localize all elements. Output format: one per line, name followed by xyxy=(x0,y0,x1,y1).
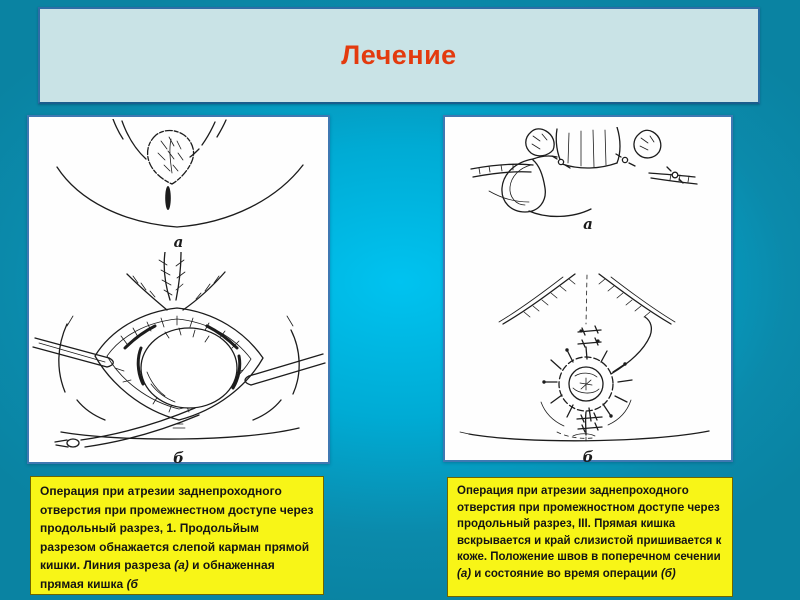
right-figure-panel xyxy=(443,115,733,466)
caption-right xyxy=(447,477,733,597)
slide-title-box xyxy=(38,7,760,104)
surgical-illustration-exposed-rectal-pouch xyxy=(29,252,326,450)
caption-left xyxy=(30,476,324,595)
slide-title: Лечение xyxy=(341,40,457,70)
caption-left-ref-b: (б xyxy=(126,576,138,591)
figure-label-right-a: а xyxy=(583,215,593,233)
caption-right-text-2: и состояние во время операции xyxy=(471,567,661,580)
caption-right-text-1: Операция при атрезии заднепроходного отверстия при промежностном доступе через продольный разрез, III. Прямая кишка вскрывается и край слизистой пришивается к коже. Положение швов в поперечном сечении xyxy=(457,485,722,564)
surgical-illustration-perineum-incision-line xyxy=(29,119,326,235)
figure-label-right-b: б xyxy=(582,448,594,466)
surgical-illustration-sutured-anus xyxy=(445,272,729,446)
caption-left-text-2: и обнаженная прямая кишка xyxy=(40,558,275,591)
caption-right-ref-a: (а) xyxy=(457,567,472,580)
figure-label-left-b: б xyxy=(173,449,184,467)
figure-label-left-a: а xyxy=(173,233,184,251)
caption-left-ref-a: (а) xyxy=(174,558,189,573)
caption-right-ref-b: (б) xyxy=(660,567,676,580)
surgical-illustration-cross-section-sutures xyxy=(445,127,729,219)
caption-left-text-1: Операция при атрезии заднепроходного отверстия при промежнестном доступе через продольный разрез, 1. Продольйым разрезом обнажается слепой карман прямой кишки. Линия разреза xyxy=(40,484,314,573)
left-figure-panel xyxy=(27,115,330,467)
